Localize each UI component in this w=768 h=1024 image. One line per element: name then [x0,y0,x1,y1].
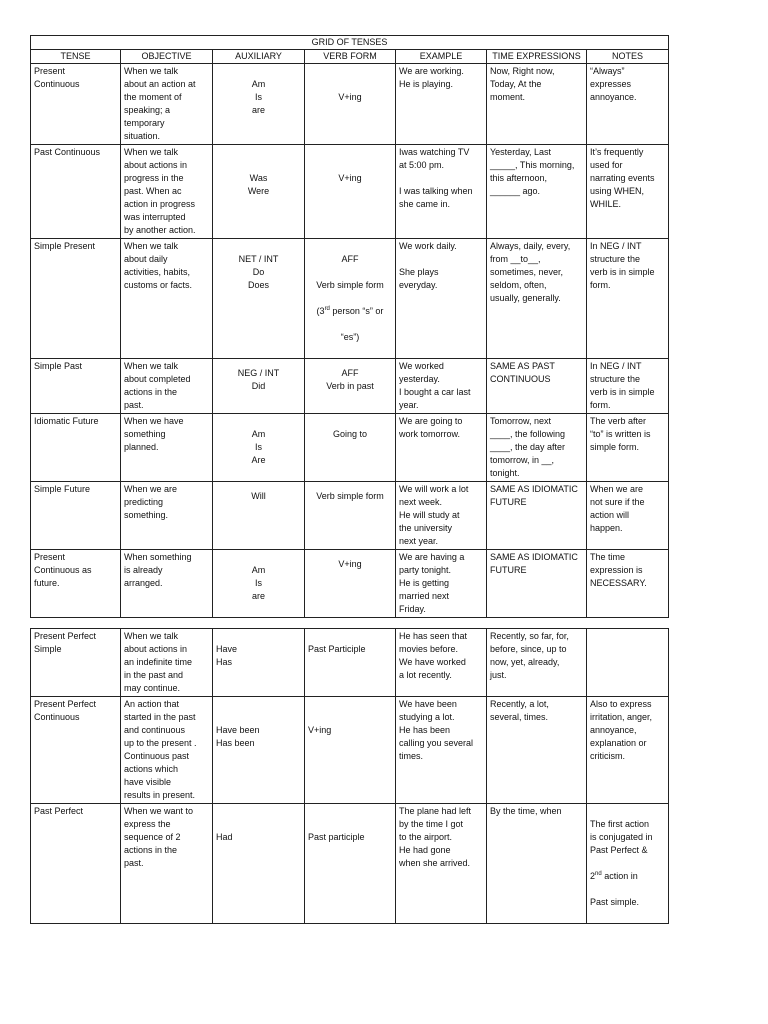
notes-cell: It’s frequently used for narrating events using WHEN, WHILE. [587,145,669,239]
verb-form-cell [305,359,396,414]
table-row [31,697,669,804]
auxiliary-text: Was Were [247,173,270,196]
time-expressions-cell: SAME AS IDIOMATIC FUTURE [487,550,587,618]
verb-form-cell [305,482,396,550]
tense-cell: Present Continuous [31,64,121,145]
time-expressions-cell: Recently, so far, for, before, since, up to now, yet, already, just. [487,629,587,697]
notes-cell: The time expression is NECESSARY. [587,550,669,618]
tense-cell: Past Perfect [31,804,121,924]
time-expressions-cell: Recently, a lot, several, times. [487,697,587,804]
verb-form-text: V+ing [338,559,362,569]
verb-form-text: Going to [332,429,368,439]
auxiliary-cell [213,629,305,697]
tense-cell: Idiomatic Future [31,414,121,482]
table-row [31,239,669,359]
header-row [31,50,669,64]
objective-cell: An action that started in the past and continuous up to the present . Continuous past actions which have visible results in present. [121,697,213,804]
tenses-grid-table [30,35,669,618]
verb-form-cell [305,145,396,239]
auxiliary-text: Had [216,832,233,842]
example-cell: We are working. He is playing. [396,64,487,145]
table-row [31,64,669,145]
tense-cell: Simple Future [31,482,121,550]
objective-cell: When we are predicting something. [121,482,213,550]
example-cell: The plane had left by the time I got to the airport. He had gone when she arrived. [396,804,487,924]
auxiliary-text: Am Is are [251,79,266,115]
verb-form-cell [305,629,396,697]
example-cell: We have been studying a lot. He has been calling you several times. [396,697,487,804]
verb-form-cell [305,414,396,482]
tense-cell: Past Continuous [31,145,121,239]
notes-cell: In NEG / INT structure the verb is in simple form. [587,239,669,359]
time-expressions-cell: Yesterday, Last _____, This morning, this afternoon, ______ ago. [487,145,587,239]
tense-cell: Present Perfect Simple [31,629,121,697]
header-verb-form: VERB FORM [305,50,396,64]
verb-form-text: V+ing [338,92,362,102]
tense-cell: Present Perfect Continuous [31,697,121,804]
objective-cell: When we want to express the sequence of 2 actions in the past. [121,804,213,924]
superscript: nd [595,871,602,877]
auxiliary-text: NET / INT Do Does [238,254,279,290]
auxiliary-cell [213,550,305,618]
time-expressions-cell: SAME AS IDIOMATIC FUTURE [487,482,587,550]
verb-form-text: Verb simple form [316,491,384,501]
objective-cell: When we talk about daily activities, habits, customs or facts. [121,239,213,359]
tense-cell: Present Continuous as future. [31,550,121,618]
table-row [31,482,669,550]
example-cell: We are going to work tomorrow. [396,414,487,482]
objective-cell: When something is already arranged. [121,550,213,618]
time-expressions-cell: Always, daily, every, from __to__, sometimes, never, seldom, often, usually, generally. [487,239,587,359]
verb-form-cell [305,239,396,359]
table-row [31,804,669,924]
verb-form-text: Past participle [308,832,365,842]
verb-form-cell [305,550,396,618]
header-notes: NOTES [587,50,669,64]
tense-cell: Simple Present [31,239,121,359]
verb-form-fragment: person “s” or [329,306,384,316]
auxiliary-text: Am Is Are [251,429,266,465]
notes-fragment: 2 [590,871,596,881]
auxiliary-cell [213,239,305,359]
auxiliary-cell [213,145,305,239]
auxiliary-text: Have Has [216,644,238,667]
auxiliary-cell [213,482,305,550]
notes-cell [587,804,669,924]
auxiliary-text: NEG / INT Did [237,368,280,391]
verb-form-line [308,305,392,318]
time-expressions-cell: By the time, when [487,804,587,924]
verb-form-fragment: (3 [316,306,325,316]
notes-line [590,870,665,883]
time-expressions-cell: Now, Right now, Today, At the moment. [487,64,587,145]
notes-cell: Also to express irritation, anger, annoyance, explanation or criticism. [587,697,669,804]
verb-form-cell [305,64,396,145]
notes-fragment: action in [601,871,638,881]
example-cell: Iwas watching TV at 5:00 pm. I was talking when she came in. [396,145,487,239]
example-cell: We work daily. She plays everyday. [396,239,487,359]
header-time-expressions: TIME EXPRESSIONS [487,50,587,64]
table-row [31,414,669,482]
notes-cell [587,629,669,697]
table-row [31,359,669,414]
example-cell: We will work a lot next week. He will study at the university next year. [396,482,487,550]
auxiliary-cell [213,697,305,804]
time-expressions-cell: SAME AS PAST CONTINUOUS [487,359,587,414]
table-row [31,629,669,697]
objective-cell: When we talk about actions in progress in the past. When ac action in progress was interrupted by another action. [121,145,213,239]
auxiliary-cell [213,804,305,924]
verb-form-cell [305,697,396,804]
header-example: EXAMPLE [396,50,487,64]
time-expressions-cell: Tomorrow, next ____, the following ____, the day after tomorrow, in __, tonight. [487,414,587,482]
verb-form-line: Verb simple form [316,280,384,290]
notes-line: Past simple. [590,897,640,907]
header-tense: TENSE [31,50,121,64]
verb-form-aff: AFF [341,254,359,264]
auxiliary-cell [213,414,305,482]
notes-text: The first action is conjugated in Past Perfect & [590,819,653,855]
objective-cell: When we talk about an action at the moment of speaking; a temporary situation. [121,64,213,145]
header-auxiliary: AUXILIARY [213,50,305,64]
auxiliary-cell [213,359,305,414]
example-cell: He has seen that movies before. We have worked a lot recently. [396,629,487,697]
objective-cell: When we talk about actions in an indefinite time in the past and may continue. [121,629,213,697]
auxiliary-text: Am Is are [251,565,266,601]
verb-form-text: V+ing [308,725,332,735]
verb-form-text: AFF Verb in past [326,368,374,391]
tense-cell: Simple Past [31,359,121,414]
header-objective: OBJECTIVE [121,50,213,64]
auxiliary-text: Have been Has been [216,725,260,748]
table-row [31,550,669,618]
verb-form-text: V+ing [338,173,362,183]
notes-cell: “Always” expresses annoyance. [587,64,669,145]
table-title: GRID OF TENSES [31,36,669,50]
notes-cell: The verb after “to” is written is simple form. [587,414,669,482]
superscript: rd [324,306,330,312]
notes-cell: In NEG / INT structure the verb is in simple form. [587,359,669,414]
verb-form-text: Past Participle [308,644,366,654]
objective-cell: When we talk about completed actions in the past. [121,359,213,414]
perfect-tenses-table [30,628,669,924]
verb-form-line: “es”) [340,332,360,342]
verb-form-cell [305,804,396,924]
example-cell: We worked yesterday. I bought a car last year. [396,359,487,414]
auxiliary-cell [213,64,305,145]
auxiliary-text: Will [251,491,266,501]
notes-cell: When we are not sure if the action will happen. [587,482,669,550]
table-row [31,145,669,239]
example-cell: We are having a party tonight. He is getting married next Friday. [396,550,487,618]
objective-cell: When we have something planned. [121,414,213,482]
